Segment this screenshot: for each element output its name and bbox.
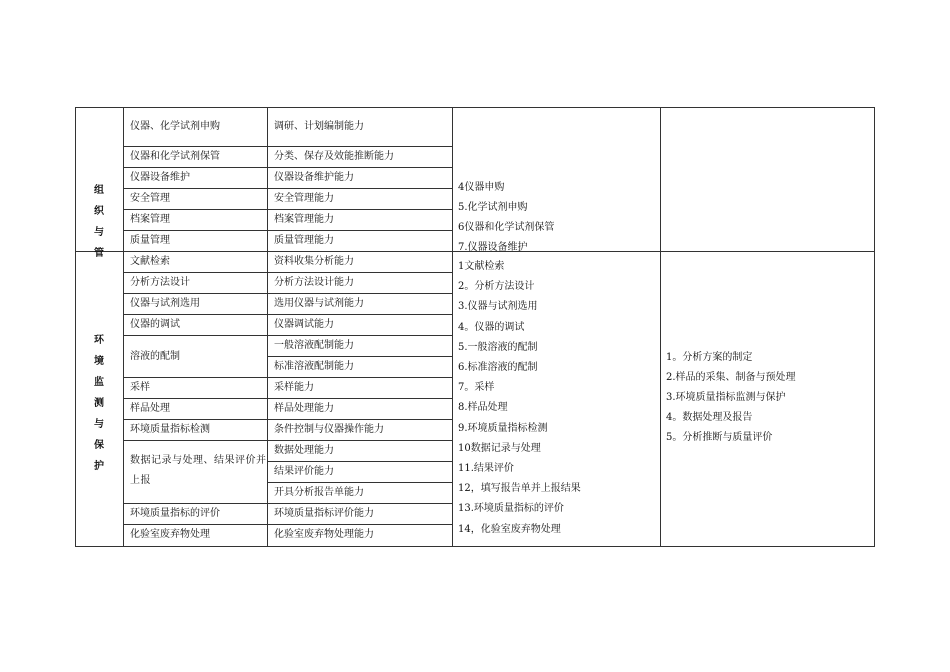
item-cell: 仪器、化学试剂申购 bbox=[130, 121, 220, 132]
row-line bbox=[123, 230, 453, 231]
item-cell: 质量管理 bbox=[130, 235, 170, 246]
list-item: 12，填写报告单并上报结果 bbox=[458, 483, 581, 495]
list-item: 1。分析方案的制定 bbox=[666, 352, 753, 363]
list-item: 5.一般溶液的配制 bbox=[458, 341, 538, 353]
ability-cell: 一般溶液配制能力 bbox=[274, 340, 354, 351]
list-item: 7.仪器设备维护 bbox=[458, 242, 528, 253]
item-cell: 溶液的配制 bbox=[130, 351, 180, 362]
list-item: 6仪器和化学试剂保管 bbox=[458, 222, 555, 233]
list-item: 5.化学试剂申购 bbox=[458, 202, 528, 213]
list-item: 4。仪器的调试 bbox=[458, 321, 525, 333]
list-item: 13.环境质量指标的评价 bbox=[458, 503, 564, 515]
course-list bbox=[458, 257, 658, 540]
row-line bbox=[123, 419, 453, 420]
row-line bbox=[267, 356, 453, 357]
list-item: 11.结果评价 bbox=[458, 463, 514, 475]
list-item: 10数据记录与处理 bbox=[458, 442, 541, 454]
ability-cell: 标准溶液配制能力 bbox=[274, 361, 354, 372]
item-cell: 仪器和化学试剂保管 bbox=[130, 151, 220, 162]
row-line bbox=[123, 398, 453, 399]
row-line bbox=[123, 335, 453, 336]
column-divider-3 bbox=[452, 107, 453, 547]
row-line bbox=[123, 293, 453, 294]
row-line bbox=[123, 272, 453, 273]
ability-cell: 仪器设备维护能力 bbox=[274, 172, 354, 183]
table-top-border bbox=[75, 107, 875, 108]
item-cell: 分析方法设计 bbox=[130, 277, 190, 288]
item-cell: 样品处理 bbox=[130, 403, 170, 414]
ability-cell: 采样能力 bbox=[274, 382, 314, 393]
item-cell: 档案管理 bbox=[130, 214, 170, 225]
ability-cell: 分析方法设计能力 bbox=[274, 277, 354, 288]
row-line bbox=[123, 167, 453, 168]
list-item: 3.环境质量指标监测与保护 bbox=[666, 392, 786, 403]
list-item: 1文献检索 bbox=[458, 261, 505, 272]
item-cell: 文献检索 bbox=[130, 256, 170, 267]
list-item: 3.仪器与试剂选用 bbox=[458, 301, 538, 313]
list-item: 14，化验室废弃物处理 bbox=[458, 523, 561, 535]
list-item: 5。分析推断与质量评价 bbox=[666, 432, 773, 443]
row-line bbox=[267, 461, 453, 462]
ability-cell: 档案管理能力 bbox=[274, 214, 334, 225]
item-cell: 数据记录与处理、结果评价并上报 bbox=[130, 455, 267, 486]
item-cell: 仪器设备维护 bbox=[130, 172, 190, 183]
ability-cell: 条件控制与仪器操作能力 bbox=[274, 424, 384, 435]
ability-cell: 调研、计划编制能力 bbox=[274, 121, 364, 132]
list-item: 9.环境质量指标检测 bbox=[458, 422, 548, 434]
item-cell: 仪器与试剂选用 bbox=[130, 298, 200, 309]
table-bottom-border bbox=[75, 546, 875, 547]
list-item: 6.标准溶液的配制 bbox=[458, 362, 538, 374]
ability-cell: 数据处理能力 bbox=[274, 445, 334, 456]
row-line bbox=[123, 209, 453, 210]
item-cell: 环境质量指标检测 bbox=[130, 424, 210, 435]
row-line bbox=[267, 482, 453, 483]
ability-cell: 化验室废弃物处理能力 bbox=[274, 529, 374, 540]
row-line bbox=[123, 440, 453, 441]
ability-cell: 结果评价能力 bbox=[274, 466, 334, 477]
item-cell: 环境质量指标的评价 bbox=[130, 508, 220, 519]
ability-cell: 资料收集分析能力 bbox=[274, 256, 354, 267]
row-line bbox=[123, 524, 453, 525]
row-line bbox=[123, 377, 453, 378]
ability-cell: 环境质量指标评价能力 bbox=[274, 508, 374, 519]
course-list bbox=[458, 178, 658, 251]
list-item: 8.样品处理 bbox=[458, 402, 508, 414]
summary-list bbox=[666, 348, 871, 448]
ability-cell: 分类、保存及效能推断能力 bbox=[274, 151, 394, 162]
table-left-border bbox=[75, 107, 76, 547]
ability-cell: 安全管理能力 bbox=[274, 193, 334, 204]
category-label: 环境监测与保护 bbox=[94, 335, 104, 472]
list-item: 4仪器申购 bbox=[458, 182, 505, 193]
list-item: 2。分析方法设计 bbox=[458, 281, 535, 293]
item-cell: 采样 bbox=[130, 382, 150, 393]
row-line bbox=[123, 188, 453, 189]
ability-cell: 开具分析报告单能力 bbox=[274, 487, 364, 498]
ability-cell: 质量管理能力 bbox=[274, 235, 334, 246]
ability-cell: 样品处理能力 bbox=[274, 403, 334, 414]
category-label: 组织与管 bbox=[94, 185, 104, 259]
category-cell bbox=[76, 180, 123, 259]
column-divider-4 bbox=[660, 107, 661, 547]
table-right-border bbox=[874, 107, 875, 547]
list-item: 4。数据处理及报告 bbox=[666, 412, 753, 423]
ability-cell: 选用仪器与试剂能力 bbox=[274, 298, 364, 309]
item-cell: 仪器的调试 bbox=[130, 319, 180, 330]
column-divider-1 bbox=[123, 107, 124, 547]
ability-cell: 仪器调试能力 bbox=[274, 319, 334, 330]
row-line bbox=[123, 314, 453, 315]
row-line bbox=[123, 503, 453, 504]
row-line bbox=[123, 146, 453, 147]
item-cell: 化验室废弃物处理 bbox=[130, 529, 210, 540]
list-item: 7。采样 bbox=[458, 382, 495, 394]
list-item: 2.样品的采集、制备与预处理 bbox=[666, 372, 796, 383]
item-cell: 安全管理 bbox=[130, 193, 170, 204]
